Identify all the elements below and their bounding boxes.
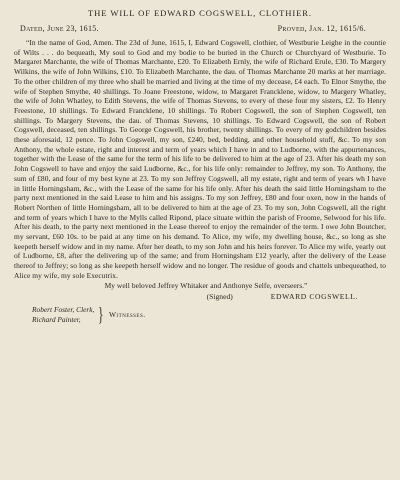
brace-glyph: } <box>98 304 105 327</box>
witness-block <box>14 305 386 325</box>
signature-row <box>14 292 386 302</box>
witness-name: Robert Foster, Clerk, <box>32 305 95 315</box>
witness-name: Richard Painter, <box>32 315 81 325</box>
witnesses-label: Witnesses. <box>109 310 146 320</box>
document-title: THE WILL OF EDWARD COGSWELL, CLOTHIER. <box>88 8 312 18</box>
signed-label: (Signed) <box>206 292 233 302</box>
witness-names <box>32 305 94 325</box>
signer-name: EDWARD COGSWELL. <box>270 292 358 302</box>
proved-text: Proved, Jan. 12, 1615/6. <box>277 24 366 33</box>
will-paragraph: “In the name of God, Amen. The 23d of June, 1615, I, Edward Cogswell, clothier, of Westburie Leighe in the countie of Wilts . . . do bequeath, My soul to God and my bodie to be buried in the Church or Churchyard of Westburie. To Margaret Marchante, the wife of Thomas Marchante, £20. To Elizabeth Ernly, the wife of Richard Erule, £30. To Margery Wilkins, the wife of John Wilkins, £10. To Elizabeth Marchante, the dau. of Thomas Marchante 20 marks at her marriage. To the other children of my three who shall be married and living at the time of my decease, £4 each. To Elnor Smythe, the wife of Stephen Smythe, 40 shillings. To Joane Freestone, widow, to Margaret Francklene, widow, to Margery Whatley, the wife of John Whatley, to Edith Stevens, the wife of Thomas Stevens, to every of these four my sisters, £2. To Henry Freestone, 10 shillings. To Edward Francklene, 10 shillings. To Robert Cogswell, the son of Stephen Cogswell, ten shillings. To Margery Stevens, the dau. of Thomas Stevens, 10 shillings. To Edward Cogswell, the son of Robert Cogswell, deceased, ten shillings. To George Cogswell, his brother, twenty shillings. To every of my godchildren besides these aforesaid, 12 pence. To John Cogswell, my son, £240, bed, bedding, and other household stuff, &c. To my son Anthony, the whole estate, right and interest and term of years which I have in and to Ludborne, with the appurtenances, together with the Lease of the same for the term of his life to be delivered to him at the age of 23. After his death my son John Cogswell to have and enjoy the said Ludborne, &c., for his life only: remainder to Jeffrey, my son. To Anthony, the sum of £80, and four of my best kyne at 23. To my son Jeffrey Cogswell, all my estate, right and term of years wh I have in little Horningsham, &c., with the Lease of the same for his life only. After his death the said little Horningsham to the party next mentioned in the said Lease to him and his assigns. To my son Jeffrey, £80 and four oxen, now in the hands of Robert Northen of little Horningsham, all to be delivered to him at the age of 23. To my son, John Cogswell, all the right and term of years which I have to the Mylls called Ripond, place situate within the parish of Froome, Selwood for his life. After his death, to the party next mentioned in the Lease thereof to enjoy the remainder of the term. I owe John Boutcher, my servant, £60 10s. to be paid at any time on his demand. To Alice, my wife, my dwelling house, &c., so long as she keepeth herself widow and in my name. After her death, to my son John and his heirs forever. To Alice my wife, yearly out of Ludborne, £8, after the delivering up of the same; and from Horningsham £12 yearly, after the delivery of the Lease thereof to Jeffrey; so long as she keepeth herself widow and no longer. The residue of goods and chattels unbequeathed, to Alice my wife, my sole Executrix. <box>14 38 386 280</box>
overseers-line: My well beloved Jeffrey Whitaker and Anthonye Selfe, overseers.” <box>104 280 308 290</box>
dated-text: Dated, June 23, 1615. <box>20 24 99 33</box>
will-body <box>14 38 386 290</box>
date-line <box>14 24 386 33</box>
